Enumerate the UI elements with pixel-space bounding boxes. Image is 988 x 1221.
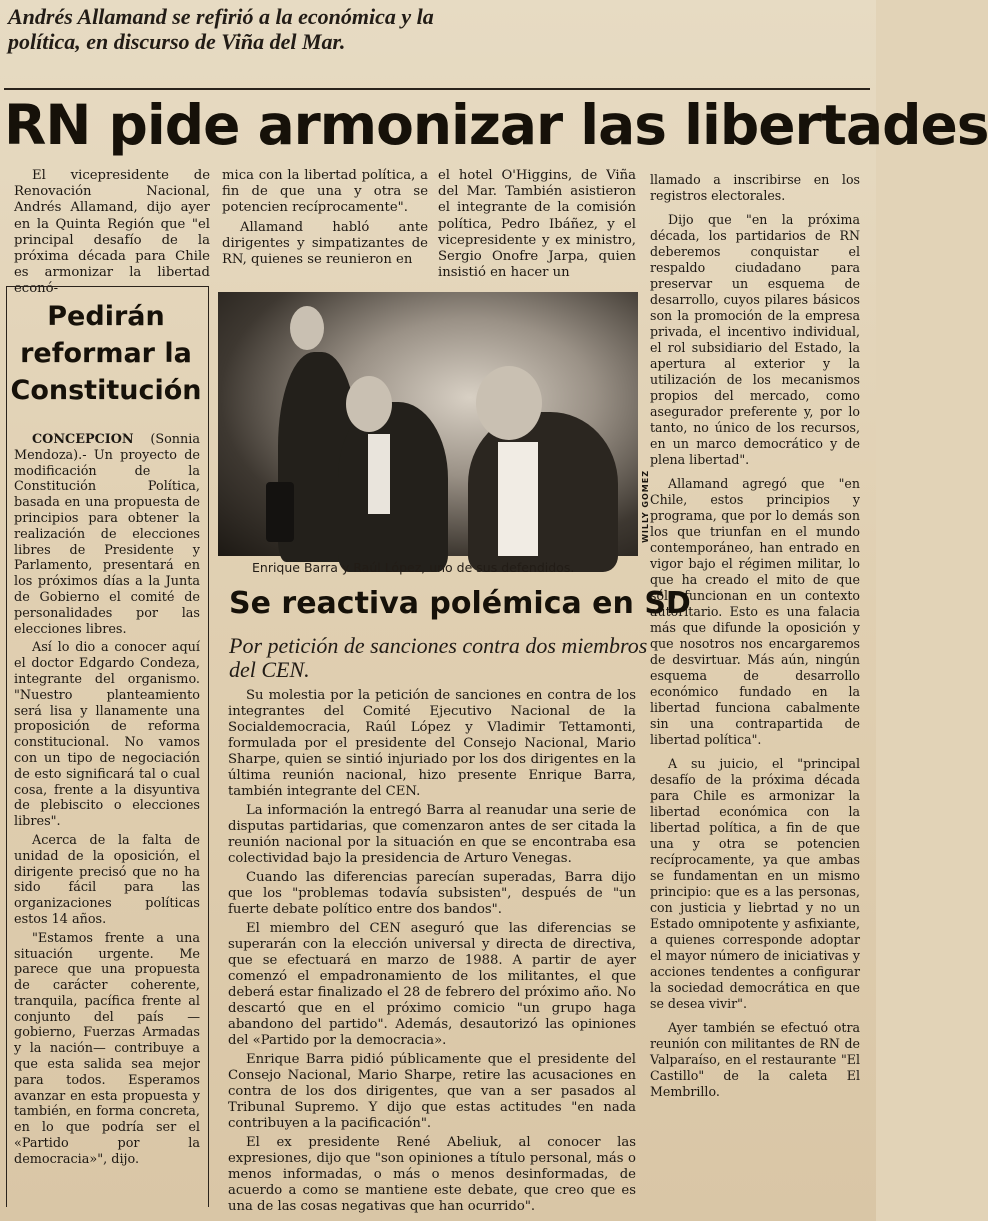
main-story-col-3: [222, 168, 428, 268]
second-paragraph: Cuando las diferencias parecían superadas, Barra dijo que los "problemas todavía subsisten", después de "un fuerte debate político entre dos bandos".: [228, 870, 636, 917]
second-paragraph: La información la entregó Barra al reanudar una serie de disputas partidarias, que comenzaron antes de ser citada la reunión nacional por la situación en que se encontraba esa colectividad bajo la presidencia de Arturo Venegas.: [228, 803, 636, 866]
photo-shirt-right: [498, 442, 538, 556]
main-paragraph: El vicepresidente de Renovación Nacional, Andrés Allamand, dijo ayer en la Quinta Región que "el principal desafío de la próxima década para Chile es armonizar la libertad econó-: [14, 168, 210, 297]
sidebar-story: [14, 432, 200, 1168]
photo-credit: WILLY GOMEZ: [641, 470, 650, 543]
photo-caption: Enrique Barra y Raúl López, uno de sus defendidos.: [252, 560, 575, 575]
main-paragraph: A su juicio, el "principal desafío de la próxima década para Chile es armonizar la libertad económica con la libertad política, a fin de que una y otra se potencien recíprocamente, ya que ambas se fundamentan en un mismo principio: que es a las personas, con justicia y liebrtad y no un Estado omnipotente y asfixiante, a quienes corresponde adoptar el mayor número de iniciativas y acciones tendentes a configurar la sociedad democrática en que se desea vivir".: [650, 756, 860, 1011]
main-paragraph: el hotel O'Higgins, de Viña del Mar. También asistieron el integrante de la comisión política, Pedro Ibáñez, y el vicepresidente y ex ministro, Sergio Onofre Jarpa, quien insistió en hacer un: [438, 168, 636, 281]
second-deck: Por petición de sanciones contra dos miembros del CEN.: [229, 633, 648, 682]
second-paragraph: El miembro del CEN aseguró que las diferencias se superarán con la elección universal y directa de directiva, que se efectuará en marzo de 1988. A partir de ayer comenzó el empadronamiento de los militantes, el que deberá estar finalizado el 28 de febrero del próximo año. No descartó que en el próximo comicio "un grupo haga abandono del partido". Además, desautorizó las opiniones del «Partido por la democracia».: [228, 921, 636, 1048]
main-paragraph: llamado a inscribirse en los registros electorales.: [650, 172, 860, 203]
second-story-body: [228, 688, 636, 1215]
main-story-col-5: [650, 172, 860, 1100]
second-paragraph: Su molestia por la petición de sanciones en contra de los integrantes del Comité Ejecutivo Nacional de la Socialdemocracia, Raúl López y Vladimir Tettamonti, formulada por el presidente del Consejo Nacional, Mario Sharpe, quien se sintió injuriado por los dos dirigentes en la última reunión nacional, hizo presente Enrique Barra, también integrante del CEN.: [228, 688, 636, 799]
second-paragraph: Enrique Barra pidió públicamente que el presidente del Consejo Nacional, Mario Sharpe, retire las acusaciones en contra de los dos dirigentes, que van a ser pasados al Tribunal Supremo. Y dijo que estas actitudes "en nada contribuyen a la pacificación".: [228, 1052, 636, 1131]
main-paragraph: mica con la libertad política, a fin de que una y otra se potencien recíprocamente".: [222, 168, 428, 216]
main-paragraph: Ayer también se efectuó otra reunión con militantes de RN de Valparaíso, en el restaurante "El Castillo" de la caleta El Membrillo.: [650, 1020, 860, 1099]
photo-face-right: [476, 366, 542, 440]
photo-figure-right: [468, 412, 618, 572]
main-headline: RN pide armonizar las libertades: [4, 93, 988, 157]
photo-microphone: [266, 482, 294, 542]
sidebar-lead: (Sonnia Mendoza).- Un proyecto de modificación de la Constitución Política, basada en una propuesta de principios para obtener la realización de elecciones libres de Presidente y Parlamento, presentará en los próximos días a la Junta de Gobierno el comité de personalidades por las elecciones libres.: [14, 432, 200, 637]
photo-figure-center: [338, 402, 448, 572]
photo-face-left: [290, 306, 324, 350]
main-paragraph: Allamand habló ante dirigentes y simpatizantes de RN, quienes se reunieron en: [222, 219, 428, 268]
second-headline: Se reactiva polémica en SD: [229, 586, 691, 621]
photo-face-center: [346, 376, 392, 432]
main-story-col-2: [14, 168, 210, 298]
main-paragraph: Dijo que "en la próxima década, los partidarios de RN deberemos conquistar el respaldo ciudadano para preservar un esquema de desarrollo, cuyos pilares básicos son la promoción de la empresa privada, el incentivo individual, el rol subsidiario del Estado, la apertura al exterior y la utilización de los mecanismos propios del mercado, como asegurador preferente y, por lo tanto, no único de los recursos, en un marco democrático y de plena libertad".: [650, 212, 860, 467]
sidebar-paragraph: Así lo dio a conocer aquí el doctor Edgardo Condeza, integrante del organismo. "Nuestro planteamiento será lisa y llanamente una proposición de reforma constitucional. No vamos con un tipo de negociación de esto significará tal o cual cosa, frente a la disyuntiva de plebiscito o elecciones libres".: [14, 640, 200, 830]
sidebar-paragraph: [14, 432, 200, 637]
kicker: Andrés Allamand se refirió a la económica y la política, en discurso de Viña del Mar.: [8, 4, 434, 54]
sidebar-paragraph: Acerca de la falta de unidad de la oposición, el dirigente precisó que no ha sido fácil para las organizaciones políticas estos 14 años.: [14, 832, 200, 927]
sidebar-headline: Pedirán reformar la Constitución: [10, 301, 202, 406]
main-paragraph: Allamand agregó que "en Chile, estos principios y programa, que por lo demás son los que triunfan en el mundo contemporáneo, han entrado en vigor bajo el régimen militar, lo que ha creado el mito de que sólo funcionan en un contexto autoritario. Esto es una falacia más que difunde la oposición y que nosotros nos encargaremos de desvirtuar. Más aún, ningún esquema de desarrollo económico fundado en la libertad funciona cabalmente sin una contrapartida de libertad política".: [650, 476, 860, 747]
sidebar-paragraph: "Estamos frente a una situación urgente. Me parece que una propuesta de carácter coherente, tranquila, pacífica frente al conjunto del país —gobierno, Fuerzas Armadas y la nación— contribuye a que esta salida sea mejor para todos. Esperamos avanzar en esta propuesta y también, en forma concreta, en lo que podría ser el «Partido por la democracia»", dijo.: [14, 930, 200, 1167]
photo-shirt-center: [368, 434, 390, 514]
news-photo: [218, 292, 638, 556]
sidebar-dateline: CONCEPCION: [32, 432, 134, 447]
second-paragraph: El ex presidente René Abeliuk, al conocer las expresiones, dijo que "son opiniones a título personal, más o menos informadas, o más o menos desinformadas, de acuerdo a como se mantiene este debate, que creo que es una de las cosas negativas que han ocurrido".: [228, 1135, 636, 1214]
main-story-col-4: [438, 168, 636, 281]
